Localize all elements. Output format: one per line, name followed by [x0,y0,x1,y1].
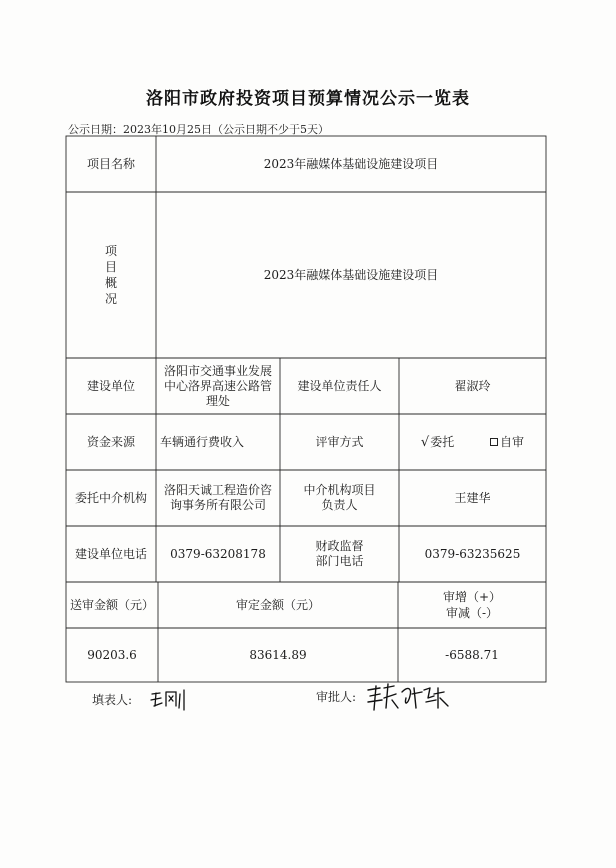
checkbox-empty-icon [490,438,498,446]
review-option-entrust-label: 委托 [430,434,455,449]
approver-label: 审批人: [316,690,357,704]
fund-source-value: 车辆通行费收入 [160,434,245,449]
change-amount-value: -6588.71 [445,647,499,662]
builder-person-label: 建设单位责任人 [297,378,382,393]
checkmark-icon: √ [420,434,430,450]
project-overview-value: 2023年融媒体基础设施建设项目 [263,267,439,282]
finance-phone-value: 0379-63235625 [424,546,521,561]
agency-person-label: 中介机构项目负责人 [303,483,376,512]
overview-label-char: 目 [104,260,117,274]
agency-person-value: 王建华 [454,490,491,505]
approver-signature [364,678,464,718]
page-title: 洛阳市政府投资项目预算情况公示一览表 [146,89,470,109]
builder-phone-label: 建设单位电话 [74,546,147,561]
filler-label: 填表人: [92,693,133,707]
builder-person-value: 翟淑玲 [454,378,491,393]
project-name-label: 项目名称 [86,156,135,171]
agency-label: 委托中介机构 [74,490,147,505]
agency-value: 洛阳天诚工程造价咨询事务所有限公司 [163,483,272,512]
approved-amount-label: 审定金额（元） [235,597,320,612]
builder-phone-value: 0379-63208178 [170,546,266,561]
filler-signature [148,684,218,714]
overview-label-char: 概 [104,276,117,290]
submitted-amount-label: 送审金额（元） [70,597,155,612]
review-method-options [399,414,546,470]
builder-value: 洛阳市交通事业发展中心洛界高速公路管理处 [163,363,272,408]
overview-label-char: 项 [104,244,117,258]
change-increase-label: 审增（+） [442,590,502,604]
review-option-self [490,435,524,450]
submitted-amount-value: 90203.6 [87,647,137,662]
review-option-entrust [421,435,454,450]
builder-label: 建设单位 [86,378,135,393]
review-method-label: 评审方式 [315,434,364,449]
publication-date [68,121,329,137]
finance-phone-label: 财政监督部门电话 [315,539,364,568]
change-amount-label [398,582,546,628]
project-name-value: 2023年融媒体基础设施建设项目 [263,156,439,171]
overview-label-char: 况 [104,292,117,306]
publication-date-text: 公示日期：2023年10月25日（公示日期不少于5天） [68,123,329,136]
approved-amount-value: 83614.89 [249,647,307,662]
project-overview-label [66,192,156,358]
fund-source-label: 资金来源 [86,434,135,449]
change-decrease-label: 审减（-） [445,606,499,620]
review-option-self-label: 自审 [500,434,525,449]
